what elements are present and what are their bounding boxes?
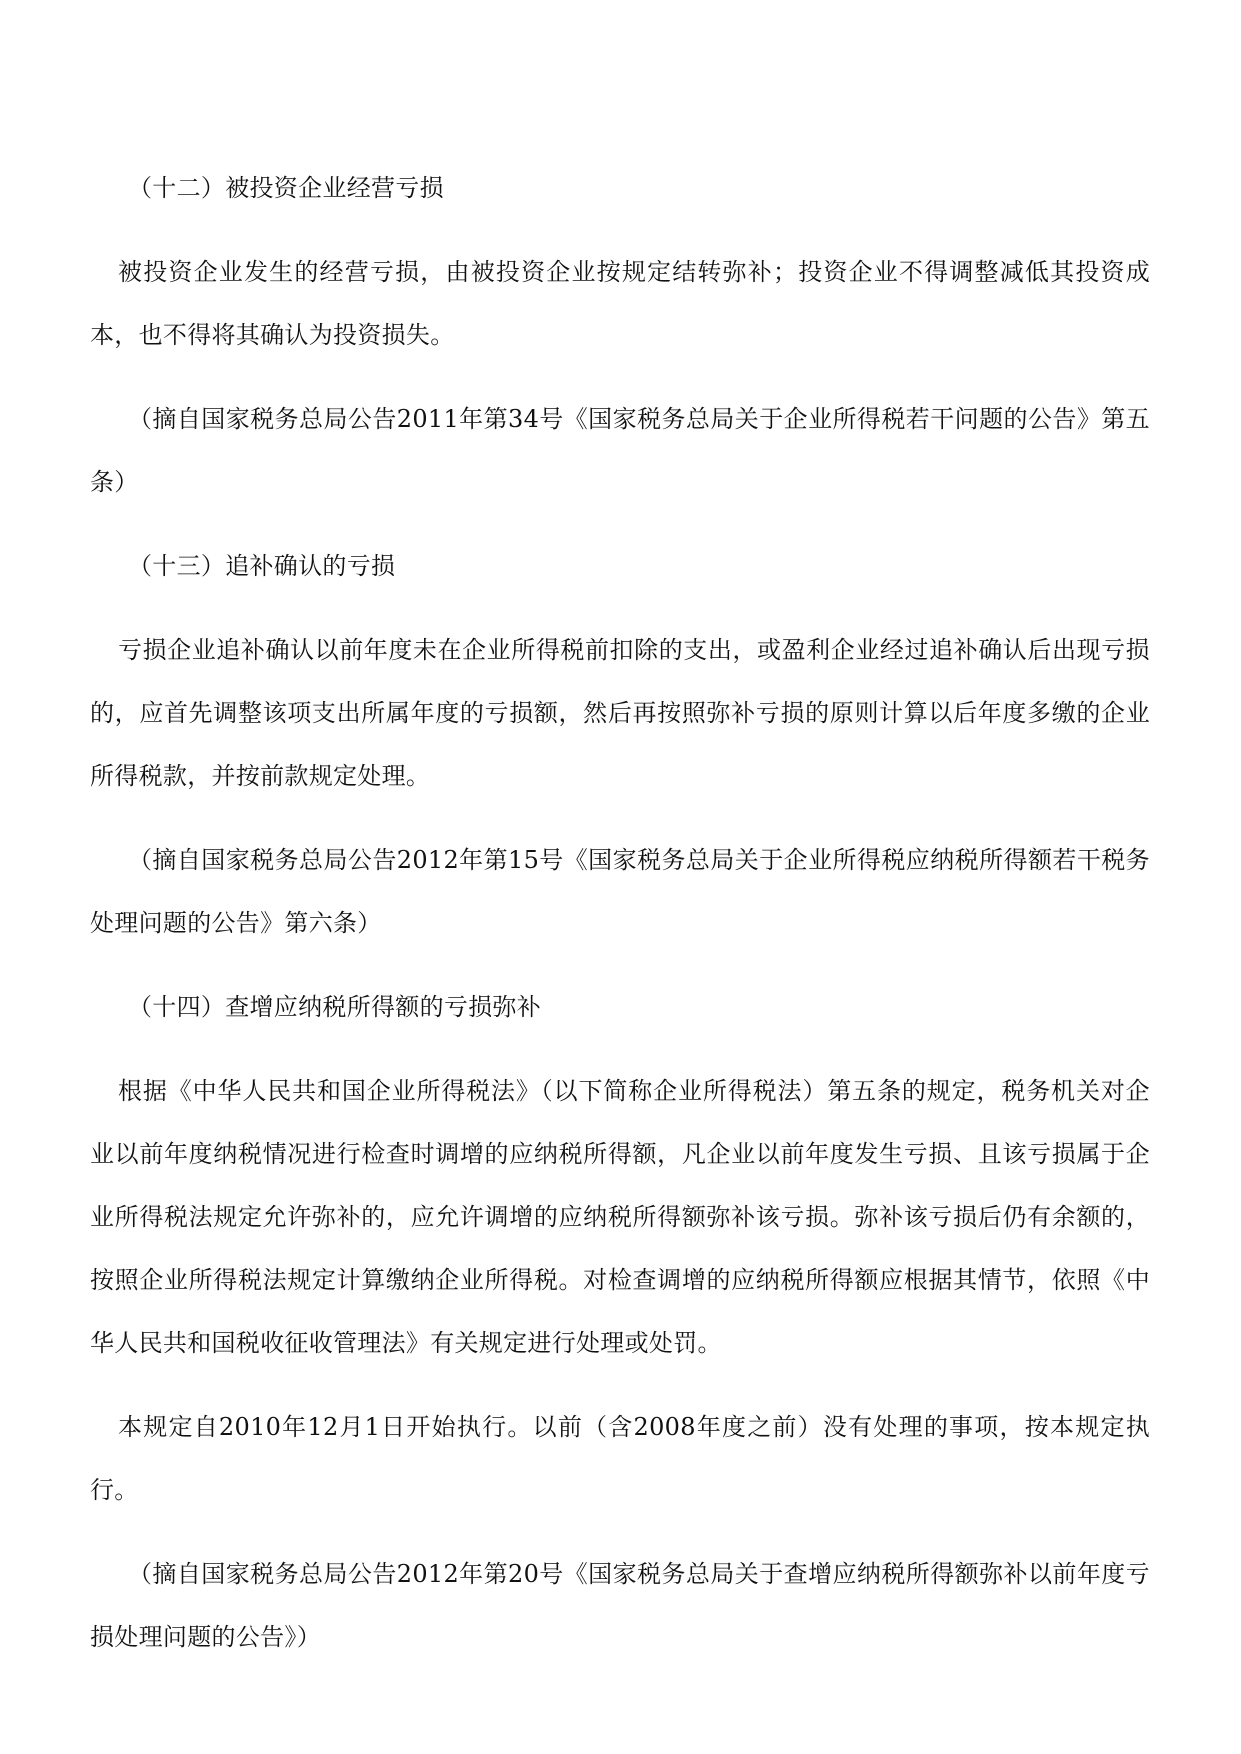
section-heading-14: （十四）查增应纳税所得额的亏损弥补 (128, 993, 542, 1021)
source-citation: （摘自国家税务总局公告2012年第15号《国家税务总局关于企业所得税应纳税所得额若干税务处理问题的公告》第六条） (90, 846, 1150, 937)
body-paragraph: 被投资企业发生的经营亏损，由被投资企业按规定结转弥补；投资企业不得调整减低其投资成本，也不得将其确认为投资损失。 (90, 258, 1150, 349)
section-heading-13: （十三）追补确认的亏损 (128, 552, 396, 580)
body-paragraph: 亏损企业追补确认以前年度未在企业所得税前扣除的支出，或盈利企业经过追补确认后出现亏损的，应首先调整该项支出所属年度的亏损额，然后再按照弥补亏损的原则计算以后年度多缴的企业所得税款，并按前款规定处理。 (90, 636, 1150, 790)
section-heading-12: （十二）被投资企业经营亏损 (128, 174, 444, 202)
body-paragraph: 根据《中华人民共和国企业所得税法》（以下简称企业所得税法）第五条的规定，税务机关对企业以前年度纳税情况进行检查时调增的应纳税所得额，凡企业以前年度发生亏损、且该亏损属于企业所得税法规定允许弥补的，应允许调增的应纳税所得额弥补该亏损。弥补该亏损后仍有余额的，按照企业所得税法规定计算缴纳企业所得税。对检查调增的应纳税所得额应根据其情节，依照《中华人民共和国税收征收管理法》有关规定进行处理或处罚。 (90, 1077, 1150, 1357)
source-citation: （摘自国家税务总局公告2012年第20号《国家税务总局关于查增应纳税所得额弥补以前年度亏损处理问题的公告》） (90, 1560, 1150, 1651)
source-citation: （摘自国家税务总局公告2011年第34号《国家税务总局关于企业所得税若干问题的公告》第五条） (90, 405, 1150, 496)
document-body (90, 157, 1150, 1690)
body-paragraph: 本规定自2010年12月1日开始执行。以前（含2008年度之前）没有处理的事项，按本规定执行。 (90, 1413, 1150, 1504)
